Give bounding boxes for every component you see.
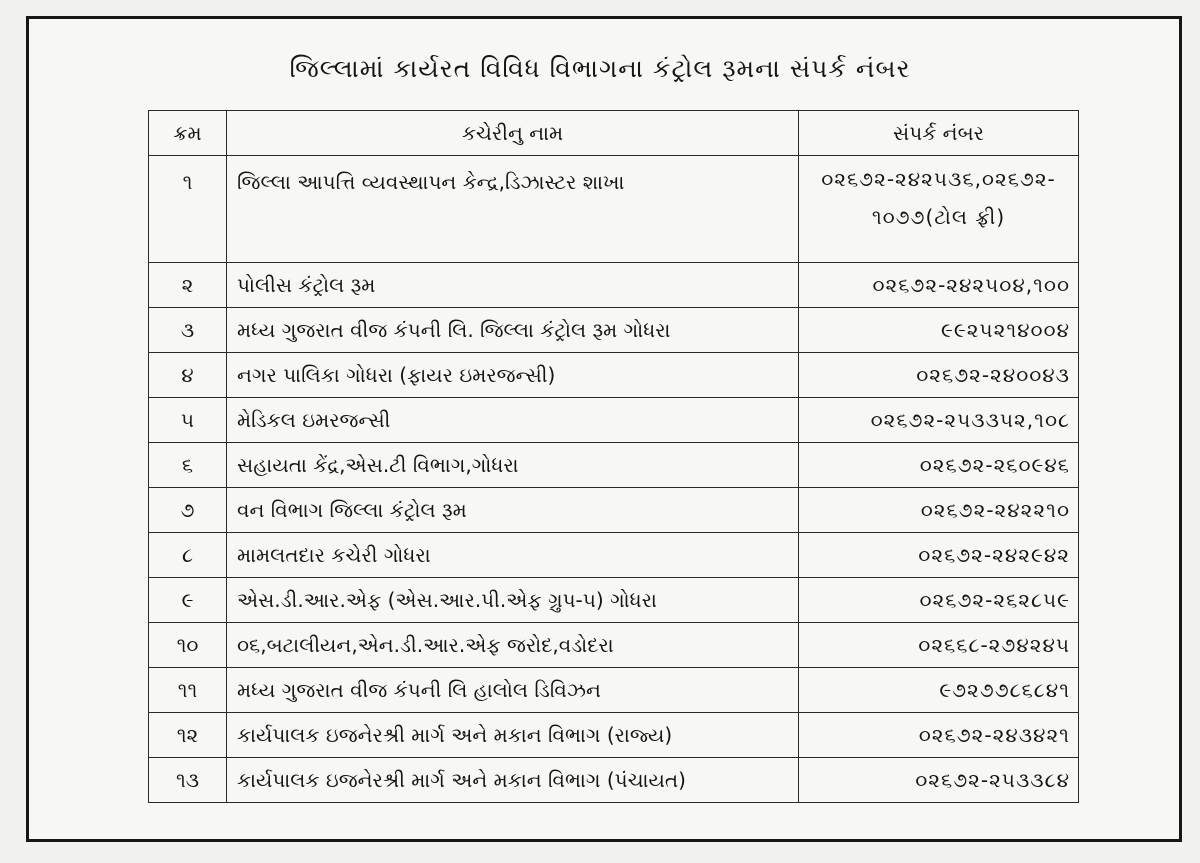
phone-line: ૦૨૬૭૨-૨૫૩૩૫૨,૧૦૮: [870, 408, 1070, 432]
row-contact-number: [799, 308, 1079, 353]
table-row: [149, 533, 1079, 578]
phone-line: ૦૨૬૭૨-૨૪૨૯૪૨: [918, 543, 1070, 567]
phone-line: ૦૨૬૭૨-૨૪૨૫૦૪,૧૦૦: [872, 273, 1070, 297]
table-row: [149, 353, 1079, 398]
phone-line: ૦૨૬૭૨-૨૬૨૮૫૯: [919, 588, 1070, 612]
row-sr: ૧૧: [149, 668, 227, 713]
table-row: [149, 398, 1079, 443]
contact-table: [148, 110, 1079, 803]
row-sr: ૯: [149, 578, 227, 623]
table-row: [149, 758, 1079, 803]
row-sr: ૫: [149, 398, 227, 443]
row-office-name: કાર્યપાલક ઇજનેરશ્રી માર્ગ અને મકાન વિભાગ (પંચાયત): [227, 758, 799, 803]
header-office-name: કચેરીનુ નામ: [227, 111, 799, 156]
phone-line: ૦૨૬૭૨-૨૪૩૪૨૧: [918, 723, 1070, 747]
row-office-name: એસ.ડી.આર.એફ (એસ.આર.પી.એફ ગ્રુપ-૫) ગોધરા: [227, 578, 799, 623]
table-row: [149, 156, 1079, 263]
row-contact-number: [799, 668, 1079, 713]
row-office-name: નગર પાલિકા ગોધરા (ફાયર ઇમરજન્સી): [227, 353, 799, 398]
row-contact-number: [799, 623, 1079, 668]
phone-line: ૦૨૬૭૨-૨૪૨૨૧૦: [920, 498, 1070, 522]
row-sr: ૧૦: [149, 623, 227, 668]
row-sr: ૧૨: [149, 713, 227, 758]
row-contact-number: [799, 758, 1079, 803]
table-row: [149, 263, 1079, 308]
table-row: [149, 308, 1079, 353]
phone-line: ૯૭૨૭૭૮૬૮૪૧: [939, 678, 1070, 702]
phone-line: ૦૨૬૭૨-૨૪૨૫૩૬,૦૨૬૭૨-: [821, 167, 1056, 191]
table-body: [149, 156, 1079, 803]
table-row: [149, 443, 1079, 488]
row-sr: ૬: [149, 443, 227, 488]
header-row: [149, 111, 1079, 156]
page-title: જિલ્લામાં કાર્યરત વિવિધ વિભાગના કંટ્રોલ રૂમના સંપર્ક નંબર: [289, 54, 911, 83]
table-row: [149, 488, 1079, 533]
table-row: [149, 578, 1079, 623]
header-sr: ક્રમ: [149, 111, 227, 156]
row-contact-number: [799, 443, 1079, 488]
row-contact-number: [799, 263, 1079, 308]
row-contact-number: [799, 533, 1079, 578]
row-contact-number: [799, 398, 1079, 443]
row-office-name: વન વિભાગ જિલ્લા કંટ્રોલ રૂમ: [227, 488, 799, 533]
phone-line: ૦૨૬૭૨-૨૪૦૦૪૩: [916, 363, 1070, 387]
phone-line: ૦૨૬૬૮-૨૭૪૨૪૫: [918, 633, 1070, 657]
table-row: [149, 623, 1079, 668]
row-sr: ૮: [149, 533, 227, 578]
phone-line-2: ૧૦૭૭(ટોલ ફ્રી): [871, 205, 1006, 229]
row-contact-number: [799, 713, 1079, 758]
row-office-name: કાર્યપાલક ઇજનેરશ્રી માર્ગ અને મકાન વિભાગ (રાજ્ય): [227, 713, 799, 758]
row-contact-number: [799, 488, 1079, 533]
row-office-name: પોલીસ કંટ્રોલ રૂમ: [227, 263, 799, 308]
phone-line: ૦૨૬૭૨-૨૫૩૩૮૪: [915, 768, 1070, 792]
row-sr: ૪: [149, 353, 227, 398]
phone-line: ૦૨૬૭૨-૨૬૦૯૪૬: [919, 453, 1070, 477]
row-sr: ૩: [149, 308, 227, 353]
row-office-name: મામલતદાર કચેરી ગોધરા: [227, 533, 799, 578]
row-office-name: મેડિકલ ઇમરજન્સી: [227, 398, 799, 443]
row-sr: ૧: [149, 156, 227, 263]
row-contact-number: [799, 353, 1079, 398]
table-row: [149, 713, 1079, 758]
row-contact-number: [799, 578, 1079, 623]
row-contact-number: [799, 156, 1079, 263]
header-contact-number: સંપર્ક નંબર: [799, 111, 1079, 156]
row-office-name: સહાયતા કેંદ્ર,એસ.ટી વિભાગ,ગોધરા: [227, 443, 799, 488]
row-sr: ૭: [149, 488, 227, 533]
table-row: [149, 668, 1079, 713]
row-office-name: જિલ્લા આપત્તિ વ્યવસ્થાપન કેન્દ્ર,ડિઝાસ્ટર શાખા: [227, 156, 799, 263]
row-office-name: મધ્ય ગુજરાત વીજ કંપની લિ. જિલ્લા કંટ્રોલ રૂમ ગોધરા: [227, 308, 799, 353]
row-sr: ૧૩: [149, 758, 227, 803]
row-sr: ૨: [149, 263, 227, 308]
phone-line: ૯૯૨૫૨૧૪૦૦૪: [941, 318, 1070, 342]
row-office-name: ૦૬,બટાલીયન,એન.ડી.આર.એફ જરોદ,વડોદરા: [227, 623, 799, 668]
row-office-name: મધ્ય ગુજરાત વીજ કંપની લિ હાલોલ ડિવિઝન: [227, 668, 799, 713]
